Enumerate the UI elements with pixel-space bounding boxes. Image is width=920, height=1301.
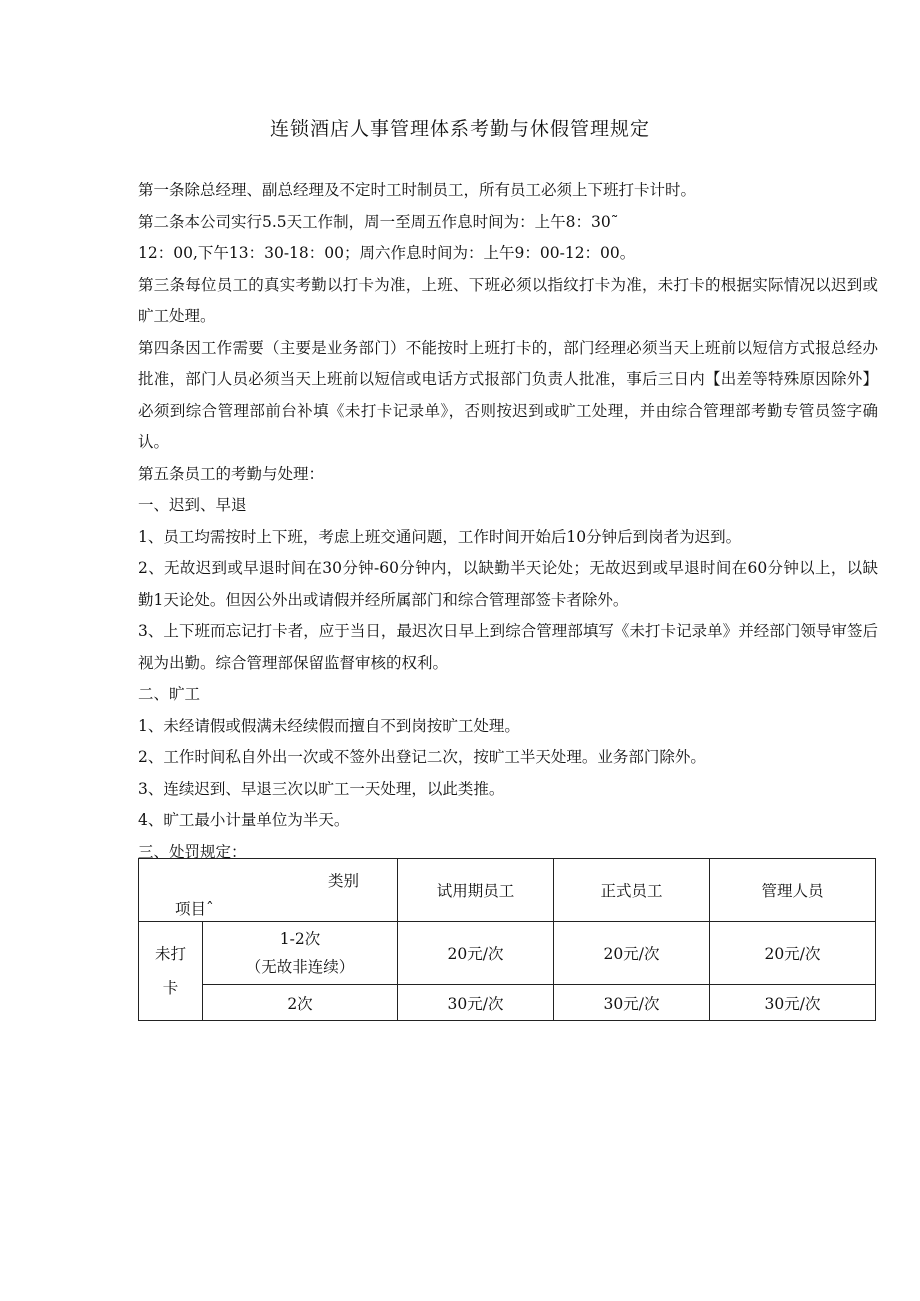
article-1: 第一条除总经理、副总经理及不定时工时制员工，所有员工必须上下班打卡计时。 bbox=[138, 181, 697, 199]
list-item: 2、无故迟到或早退时间在30分钟-60分钟内，以缺勤半天论处；无故迟到或早退时间在60分钟以上，以缺勤1天论处。但因公外出或请假并经所属部门和综合管理部签卡者除外。 bbox=[138, 559, 878, 609]
section-heading-absenteeism: 二、旷工 bbox=[138, 685, 201, 703]
list-item: 1、员工均需按时上下班，考虑上班交通问题，工作时间开始后10分钟后到岗者为迟到。 bbox=[138, 527, 742, 546]
list-item: 1、未经请假或假满未经续假而擅自不到岗按旷工处理。 bbox=[138, 716, 520, 735]
penalty-table bbox=[138, 858, 876, 1021]
group-label-no-clock-in bbox=[139, 922, 203, 1021]
header-probation-staff: 试用期员工 bbox=[398, 859, 554, 922]
section-heading-penalties: 三、处罚规定： bbox=[138, 842, 247, 861]
article-2-line-1: 第二条本公司实行5.5天工作制，周一至周五作息时间为：上午8：30˜ bbox=[138, 212, 619, 231]
table-cell: 20元/次 bbox=[554, 922, 710, 985]
article-5: 第五条员工的考勤与处理： bbox=[138, 464, 325, 483]
group-label-line-2: 卡 bbox=[162, 979, 179, 997]
header-management: 管理人员 bbox=[710, 859, 876, 922]
list-item: 2、工作时间私自外出一次或不签外出登记二次，按旷工半天处理。业务部门除外。 bbox=[138, 748, 706, 766]
document-body bbox=[138, 175, 878, 868]
header-item-label: 项目ˆ bbox=[175, 900, 214, 918]
list-item: 4、旷工最小计量单位为半天。 bbox=[138, 811, 350, 829]
table-cell: 30元/次 bbox=[398, 985, 554, 1021]
list-item: 3、上下班而忘记打卡者，应于当日，最迟次日早上到综合管理部填写《未打卡记录单》并经部门领导审签后视为出勤。综合管理部保留监督审核的权利。 bbox=[138, 622, 878, 672]
group-label-line-1: 未打 bbox=[154, 945, 186, 963]
table-cell: 30元/次 bbox=[710, 985, 876, 1021]
condition-line-1: 1-2次 bbox=[279, 930, 321, 948]
table-cell: 20元/次 bbox=[710, 922, 876, 985]
document-title: 连锁酒店人事管理体系考勤与休假管理规定 bbox=[269, 118, 650, 140]
table-cell: 20元/次 bbox=[398, 922, 554, 985]
table-row bbox=[139, 985, 876, 1021]
table-row bbox=[139, 922, 876, 985]
header-regular-staff: 正式员工 bbox=[554, 859, 710, 922]
diagonal-header-cell bbox=[139, 859, 398, 922]
condition-line-2: （无故非连续） bbox=[245, 958, 355, 976]
condition-cell bbox=[203, 922, 398, 985]
table-cell: 30元/次 bbox=[554, 985, 710, 1021]
section-heading-late-early: 一、迟到、早退 bbox=[138, 496, 247, 514]
article-4: 第四条因工作需要（主要是业务部门）不能按时上班打卡的，部门经理必须当天上班前以短信方式报总经办批准，部门人员必须当天上班前以短信或电话方式报部门负责人批准，事后三日内【出差等特殊原因除外】必须到综合管理部前台补填《未打卡记录单》，否则按迟到或旷工处理，并由综合管理部考勤专管员签字确认。 bbox=[138, 338, 878, 451]
article-2-line-2: 12：00,下午13：30-18：00；周六作息时间为：上午9：00-12：00。 bbox=[138, 244, 636, 262]
condition-cell: 2次 bbox=[203, 985, 398, 1021]
list-item: 3、连续迟到、早退三次以旷工一天处理，以此类推。 bbox=[138, 779, 505, 798]
article-3: 第三条每位员工的真实考勤以打卡为准，上班、下班必须以指纹打卡为准，未打卡的根据实际情况以迟到或旷工处理。 bbox=[138, 275, 878, 325]
header-category-label: 类别 bbox=[327, 872, 359, 890]
table-header-row bbox=[139, 859, 876, 922]
